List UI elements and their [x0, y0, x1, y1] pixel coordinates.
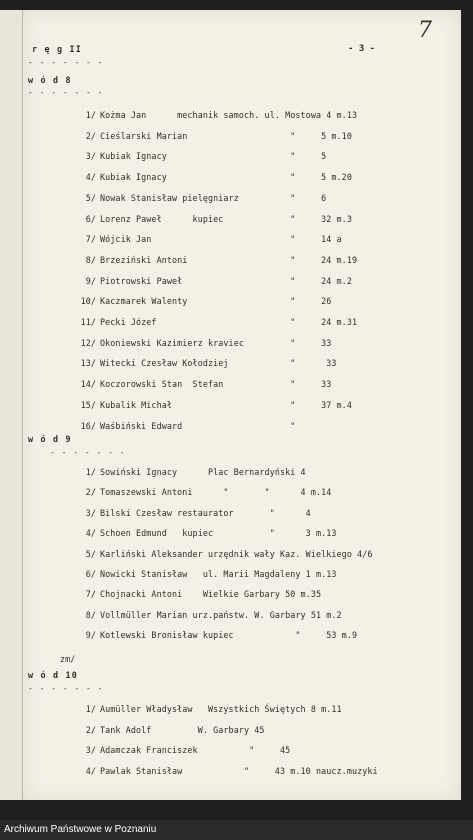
row-number: 1/	[85, 704, 96, 714]
row-entry: Tomaszewski Antoni " " 4 m.14	[100, 487, 332, 498]
row-entry: Witecki Czesław Kołodziej " 33	[100, 358, 337, 369]
header-left: r ę g II	[32, 44, 82, 54]
footer-bar	[0, 820, 473, 840]
section-title: w ó d 8	[28, 75, 72, 85]
row-number: 5/	[85, 548, 96, 559]
row-number: 3/	[85, 507, 96, 518]
row-entry: Cieślarski Marian " 5 m.10	[100, 130, 352, 141]
row-entry: Koczorowski Stan Stefan " 33	[100, 379, 332, 390]
row-number: 7/	[85, 589, 96, 600]
row-entry: Nowicki Stanisław ul. Marii Magdaleny 1 m.13	[100, 569, 337, 579]
row-entry: Vollmüller Marian urz.państw. W. Garbary 51 m.2	[100, 609, 342, 620]
handwritten-page-mark: 7	[418, 18, 432, 43]
row-number: 8/	[85, 609, 96, 620]
section-underline: - - - - - - -	[28, 88, 104, 97]
row-number: 2/	[85, 130, 96, 141]
row-entry: Piotrowski Paweł " 24 m.2	[100, 275, 352, 286]
row-number: 16/	[80, 420, 96, 431]
row-number: 3/	[85, 745, 96, 755]
row-number: 10/	[80, 296, 96, 307]
row-entry: Kaczmarek Walenty " 26	[100, 296, 332, 307]
row-entry: Aumüller Władysław Wszystkich Świętych 8 m.11	[100, 704, 342, 714]
row-entry: Kożma Jan mechanik samoch. ul. Mostowa 4 m.13	[100, 110, 358, 120]
row-number: 2/	[85, 487, 96, 498]
row-entry: Lorenz Paweł kupiec " 32 m.3	[100, 213, 352, 224]
row-number: 4/	[85, 172, 96, 183]
row-number: 8/	[85, 254, 96, 265]
row-entry: Chojnacki Antoni Wielkie Garbary 50 m.35	[100, 589, 322, 600]
row-number: 2/	[85, 724, 96, 735]
row-entry: Tank Adolf W. Garbary 45	[100, 724, 265, 735]
row-number: 6/	[85, 569, 96, 579]
row-entry: Brzeziński Antoni " 24 m.19	[100, 254, 358, 265]
section-underline: - - - - - - -	[50, 448, 126, 457]
row-entry: Okoniewski Kazimierz kraviec " 33	[100, 337, 332, 348]
section-title: w ó d 9	[28, 434, 72, 444]
row-entry: Kubalik Michał " 37 m.4	[100, 399, 352, 410]
row-number: 4/	[85, 528, 96, 539]
page-number: - 3 -	[348, 44, 376, 54]
row-entry: Karliński Aleksander urzędnik wały Kaz. Wielkiego 4/6	[100, 548, 373, 559]
archive-credit: Archiwum Państwowe w Poznaniu	[4, 824, 157, 835]
section-underline: - - - - - - -	[28, 684, 104, 693]
row-number: 9/	[85, 275, 96, 286]
row-entry: Nowak Stanisław pielęgniarz " 6	[100, 192, 327, 203]
row-number: 14/	[80, 379, 96, 390]
row-number: 4/	[85, 765, 96, 776]
row-number: 9/	[85, 630, 96, 641]
row-entry: Pecki Józef " 24 m.31	[100, 317, 358, 327]
row-number: 1/	[85, 467, 96, 477]
row-number: 1/	[85, 110, 96, 120]
stray-mark: zm/	[60, 654, 76, 664]
header-underline: - - - - - - -	[28, 58, 104, 67]
row-number: 12/	[80, 337, 96, 348]
row-number: 11/	[80, 317, 96, 327]
row-number: 7/	[85, 234, 96, 245]
row-entry: Wójcik Jan " 14 a	[100, 234, 342, 245]
row-entry: Bilski Czesław restaurator " 4	[100, 507, 311, 518]
row-number: 3/	[85, 151, 96, 162]
row-entry: Kubiak Ignacy " 5 m.20	[100, 172, 352, 183]
row-entry: Adamczak Franciszek " 45	[100, 745, 291, 755]
row-entry: Kubiak Ignacy " 5	[100, 151, 327, 162]
row-entry: Schoen Edmund kupiec " 3 m.13	[100, 528, 337, 539]
section-title: w ó d 10	[28, 670, 78, 680]
row-number: 5/	[85, 192, 96, 203]
row-number: 15/	[80, 399, 96, 410]
row-entry: Kotlewski Bronisław kupiec " 53 m.9	[100, 630, 358, 641]
row-number: 6/	[85, 213, 96, 224]
row-entry: Sowiński Ignacy Plac Bernardyński 4	[100, 467, 306, 477]
row-number: 13/	[80, 358, 96, 369]
row-entry: Waśbiński Edward "	[100, 420, 296, 431]
left-page-edge	[0, 10, 23, 800]
row-entry: Pawlak Stanisław " 43 m.10 naucz.muzyki	[100, 765, 378, 776]
